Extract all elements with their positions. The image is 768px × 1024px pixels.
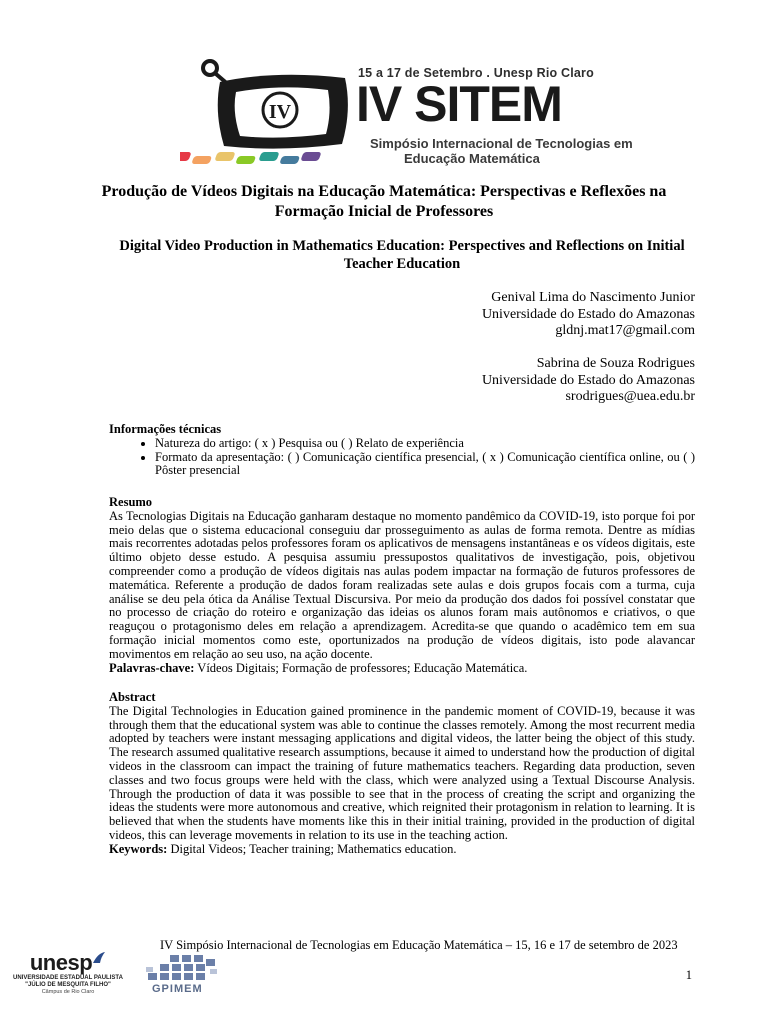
author-name: Genival Lima do Nascimento Junior [491,290,695,305]
abstract-text: The Digital Technologies in Education gained prominence in the pandemic moment of COVID-19, because it was through them that the educational system was able to continue the classes remotely. Among the most recurrent media adopted by teachers were instant messaging applications and digital videos, the latter being the object of this study. The research assumed qualitative research assumptions, because it aimed to understand how the production of digital videos in the classroom can impact the training of future mathematics teachers. Regarding data production, seven classes and two focus groups were held with the class, which were analyzed using a Textual Discourse Analysis. Through the production of data it was possible to see that in the process of creating the script and organizing the ideas the students were more autonomous and creative, which reignited their protagonism in relation to learning. It is believed that when the students have moments like this in their initial training, provided in the production of digital videos, this can leverage movements in relation to its use in the teaching action. [109,703,695,842]
unesp-wordmark: unesp [8,951,128,975]
resumo-heading: Resumo [109,495,153,509]
event-logo [180,52,633,170]
unesp-line3: Câmpus de Rio Claro [41,989,95,995]
event-subtitle-line2: Educação Matemática [404,151,540,166]
technical-info-heading: Informações técnicas [109,422,222,436]
resumo-keywords [109,662,695,676]
gpimem-logo [140,955,224,1011]
unesp-line1: UNIVERSIDADE ESTADUAL PAULISTA [13,975,123,981]
paper-title-pt: Produção de Vídeos Digitais na Educação Matemática: Perspectivas e Reflexões na Formação Inicial de Professores [101,183,667,220]
abstract-keywords [109,843,695,857]
resumo-text: As Tecnologias Digitais na Educação ganharam destaque no momento pandêmico da COVID-19, isto porque foi por meio delas que o sistema educacional conseguiu dar prosseguimento as aulas de forma remota. Dentre as mídias mais recorrentes adotadas pelos professores foram os aplicativos de mensagens instantâneas e os vídeos digitais, este último objeto desse estudo. A pesquisa assumiu pressupostos qualitativos de investigação, pois, objetivou compreender como a produção de vídeos digitais nas aulas podem impactar na formação de futuros professores de matemática. Referente a produção de dados foram realizadas sete aulas e dois grupos focais com a turma, cuja análise se deu pela ótica da Análise Textual Discursiva. Por meio da produção dos dados foi possível constatar que no processo de criação do roteiro e organização das ideias os alunos foram mais autônomos e criativos, o que reaguçou o protagonismo deles em relação a aprendizagem. Acredita-se que quando o acadêmico tem em sua formação inicial momentos como este, oportunizados na produção de vídeos digitais, isto pode alavancar movimentos em relação ao seu uso, na ação docente. [109,508,695,661]
event-date: 15 a 17 de Setembro . Unesp Rio Claro [358,66,594,80]
paper-title-en: Digital Video Production in Mathematics Education: Perspectives and Reflections on Initial Teacher Education [119,238,685,272]
page-number: 1 [685,968,692,982]
keywords-values: Digital Videos; Teacher training; Mathematics education. [167,841,457,856]
footer-text: IV Simpósio Internacional de Tecnologias em Educação Matemática – 15, 16 e 17 de setembro de 2023 [160,938,678,952]
author-block-1 [482,290,695,340]
tv-logo-icon [180,52,355,167]
abstract-heading: Abstract [109,690,156,704]
technical-info [109,423,695,478]
author-name: Sabrina de Souza Rodrigues [536,356,695,371]
unesp-logo [8,951,128,996]
author-affiliation: Universidade do Estado do Amazonas [481,372,695,388]
author-block-2 [482,356,695,406]
gpimem-wordmark: GPIMEM [152,983,203,995]
resumo-section [109,496,695,675]
event-name: IV SITEM [356,76,562,132]
author-email[interactable]: gldnj.mat17@gmail.com [555,323,695,338]
author-email[interactable]: srodrigues@uea.edu.br [565,389,695,404]
colored-pixels [180,152,322,164]
keywords-label: Palavras-chave: [109,660,195,675]
logo-mark-text: IV [268,101,292,123]
list-item: • Formato da apresentação: ( ) Comunicação científica presencial, ( x ) Comunicação científica online, ou ( ) Pôster presencial [155,451,695,479]
event-subtitle-line1: Simpósio Internacional de Tecnologias em [370,136,633,151]
keywords-label: Keywords: [109,841,168,856]
abstract-section [109,691,695,857]
gpimem-blocks-icon [140,955,224,985]
keywords-values: Vídeos Digitais; Formação de professores; Educação Matemática. [194,660,528,675]
unesp-line2: "JÚLIO DE MESQUITA FILHO" [25,982,111,988]
unesp-bird-icon [92,951,106,965]
author-affiliation: Universidade do Estado do Amazonas [481,306,695,322]
list-item: • Natureza do artigo: ( x ) Pesquisa ou ( ) Relato de experiência [155,437,695,451]
technical-info-list [109,437,695,478]
